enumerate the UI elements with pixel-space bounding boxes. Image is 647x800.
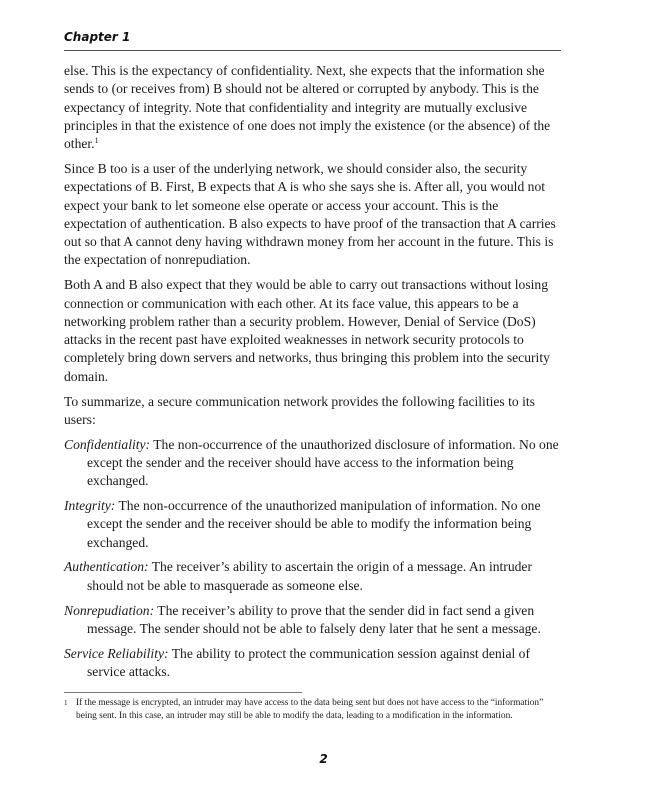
definition-confidentiality (64, 436, 562, 491)
definition-text: The non-occurrence of the unauthorized manipulation of information. No one except the sender and the receiver should be able to modify the information being exchanged. (87, 498, 541, 550)
definition-text: The receiver’s ability to ascertain the origin of a message. An intruder should not be able to masquerade as someone else. (87, 559, 532, 593)
definition-authentication (64, 558, 562, 595)
footnote-reference[interactable]: 1 (94, 136, 99, 146)
footnote-rule (64, 692, 302, 693)
definition-term: Authentication: (64, 559, 149, 575)
definition-term: Nonrepudiation: (64, 602, 155, 618)
definition-nonrepudiation (64, 602, 562, 639)
definition-service-reliability (64, 645, 562, 682)
body-text (64, 62, 562, 688)
footnote-text: If the message is encrypted, an intruder may have access to the data being sent but does not have access to the “information” being sent. In this case, an intruder may still be able to modify the data, leading to a modification in the information. (76, 698, 544, 721)
definition-term: Confidentiality: (64, 436, 151, 452)
definition-text: The receiver’s ability to prove that the sender did in fact send a given message. The sender should not be able to falsely deny later that he sent a message. (87, 602, 541, 636)
definition-term: Integrity: (64, 498, 116, 514)
definition-integrity (64, 497, 562, 552)
page-number: 2 (319, 752, 328, 766)
definition-text: The ability to protect the communication session against denial of service attacks. (87, 645, 530, 679)
paragraph-confidentiality-integrity (64, 62, 562, 153)
header-rule (64, 50, 561, 51)
paragraph-summary: To summarize, a secure communication network provides the following facilities to its users: (64, 393, 535, 427)
footnote (64, 697, 562, 723)
paragraph-security-expectations-b: Since B too is a user of the underlying network, we should consider also, the security expectations of B. First, B expects that A is who she says she is. After all, you would not expect your bank to let someone else operate or access your account. This is the expectation of authentication. B also expects to have proof of the transaction that A carries out so that A cannot deny having withdrawn money from her account in the future. This is the expectation of nonrepudiation. (64, 160, 556, 268)
footnote-mark: 1 (64, 699, 68, 707)
paragraph-denial-of-service: Both A and B also expect that they would be able to carry out transactions without losing connection or communication with each other. At its face value, this appears to be a networking problem rather than a security problem. However, Denial of Service (DoS) attacks in the recent past have exploited weaknesses in network security protocols to completely bring down servers and networks, thus bringing this problem into the security domain. (64, 277, 550, 384)
definition-term: Service Reliability: (64, 645, 169, 661)
paragraph-text: else. This is the expectancy of confidentiality. Next, she expects that the information she sends to (or receives from) B should not be altered or corrupted by anybody. This is the expectancy of integrity. Note that confidentiality and integrity are mutually exclusive principles in that the existence of one does not imply the existence (or the absence) of the other. (64, 63, 551, 152)
definition-text: The non-occurrence of the unauthorized disclosure of information. No one except the sender and the receiver should have access to the information being exchanged. (87, 436, 559, 489)
chapter-header: Chapter 1 (64, 30, 131, 44)
